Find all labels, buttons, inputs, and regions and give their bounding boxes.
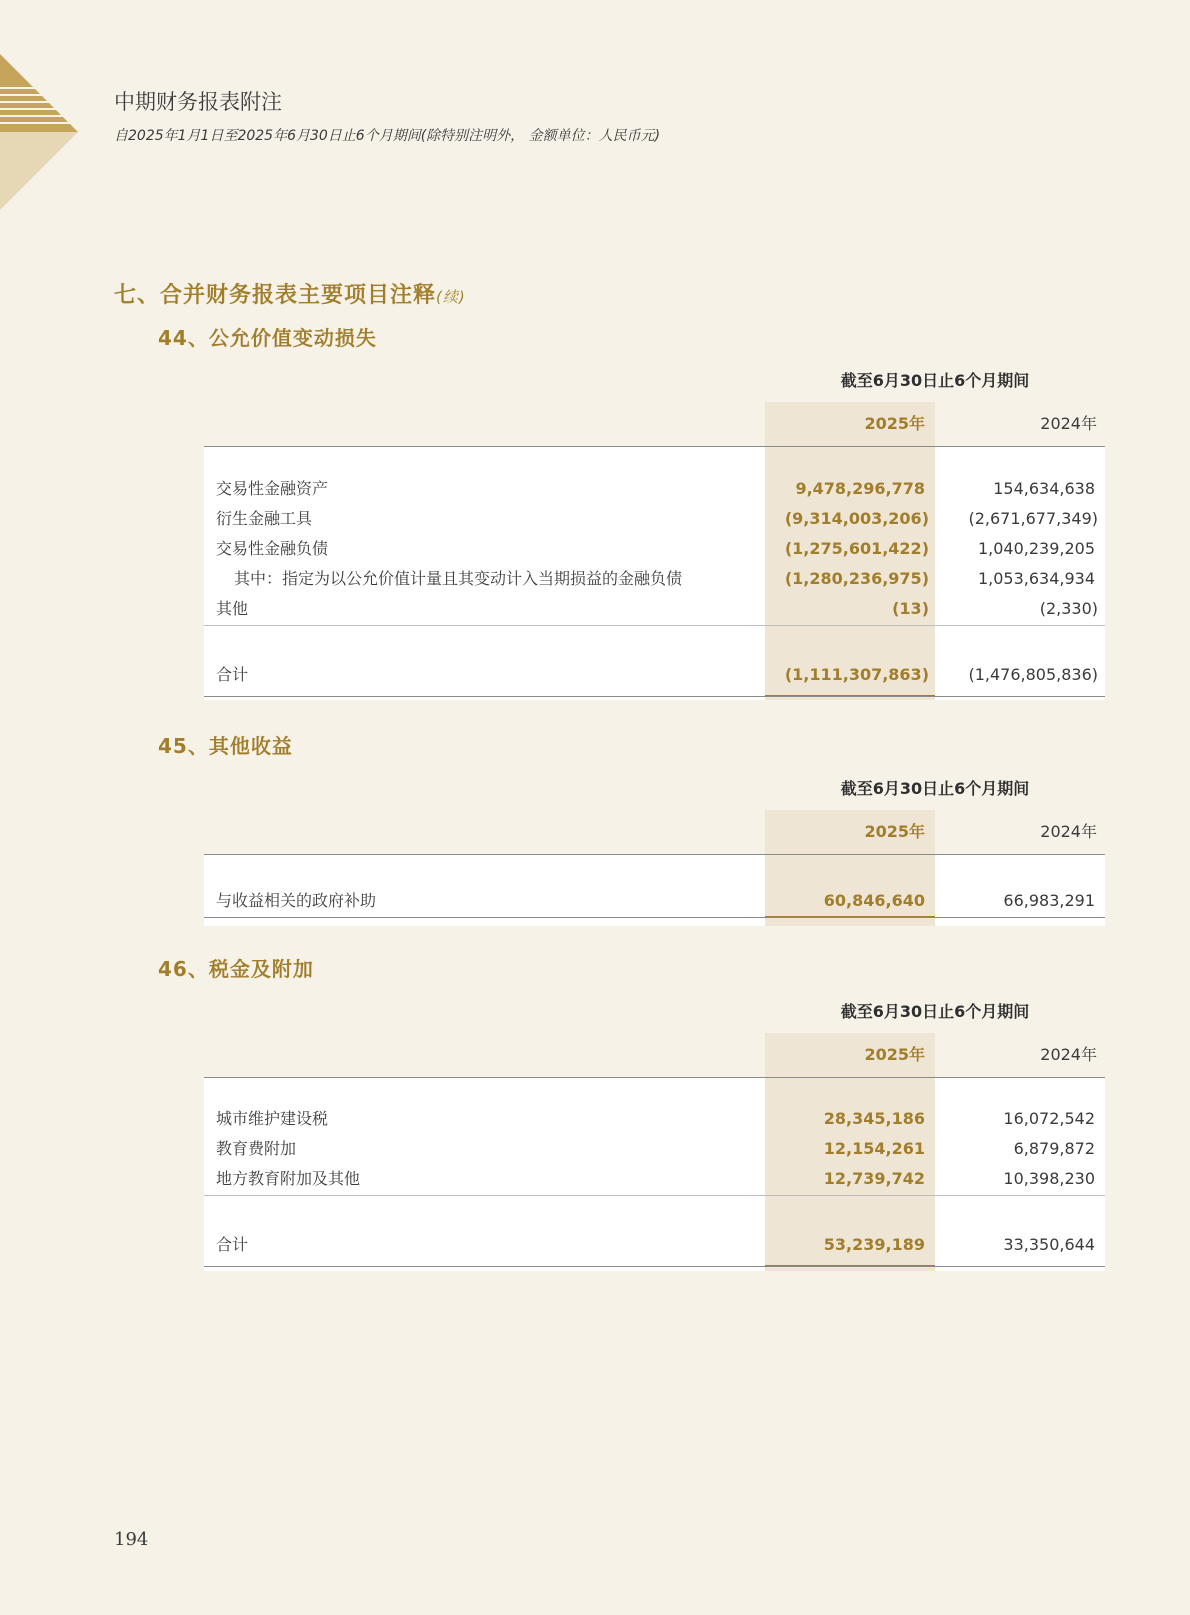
value-current: (1,280,236,975) xyxy=(784,569,929,588)
note-45-table xyxy=(204,772,1105,922)
period-header: 截至6月30日止6个月期间 xyxy=(840,779,1030,798)
table-row xyxy=(204,564,1105,594)
note-46-title: 46、税金及附加 xyxy=(158,957,314,981)
total-current: 53,239,189 xyxy=(823,1235,925,1254)
value-prior: 6,879,872 xyxy=(1013,1139,1095,1158)
section-title xyxy=(114,278,466,309)
total-row xyxy=(204,660,1105,690)
note-46-table xyxy=(204,995,1105,1275)
table-row xyxy=(204,1164,1105,1194)
row-label: 与收益相关的政府补助 xyxy=(216,891,377,910)
value-prior: 16,072,542 xyxy=(1003,1109,1095,1128)
year-prior-header: 2024年 xyxy=(1040,1045,1097,1064)
table-end-rule xyxy=(204,917,1105,918)
year-header-row xyxy=(204,1035,1105,1075)
table-row xyxy=(204,1104,1105,1134)
page-header-subtitle: 自2025年1月1日至2025年6月30日止6个月期间(除特别注明外， 金额单位：人民币元) xyxy=(114,128,661,144)
value-prior: 1,040,239,205 xyxy=(977,539,1095,558)
value-prior: (2,671,677,349) xyxy=(968,509,1098,528)
year-prior-header: 2024年 xyxy=(1040,414,1097,433)
table-row xyxy=(204,474,1105,504)
year-header-row xyxy=(204,812,1105,852)
table-row xyxy=(204,1134,1105,1164)
year-header-row xyxy=(204,404,1105,444)
table-end-rule xyxy=(204,1266,1105,1267)
value-current: 12,154,261 xyxy=(823,1139,925,1158)
table-row xyxy=(204,504,1105,534)
table-row xyxy=(204,534,1105,564)
table-row xyxy=(204,886,1105,916)
section-title-text: 七、合并财务报表主要项目注释 xyxy=(114,283,437,308)
table-end-rule-accent xyxy=(765,695,935,696)
section-continued-label: (续) xyxy=(436,288,466,306)
row-label: 其他 xyxy=(216,599,249,618)
corner-decoration xyxy=(0,0,80,212)
period-header: 截至6月30日止6个月期间 xyxy=(840,1002,1030,1021)
row-label: 其中：指定为以公允价值计量且其变动计入当期损益的金融负债 xyxy=(234,569,683,588)
value-prior: 66,983,291 xyxy=(1003,891,1095,910)
period-header: 截至6月30日止6个月期间 xyxy=(840,371,1030,390)
year-current-header: 2025年 xyxy=(864,414,925,433)
subtotal-rule xyxy=(204,625,1105,626)
value-prior: 1,053,634,934 xyxy=(977,569,1095,588)
page-header-title: 中期财务报表附注 xyxy=(114,90,282,114)
table-row xyxy=(204,594,1105,624)
value-current: (1,275,601,422) xyxy=(784,539,929,558)
value-current: (9,314,003,206) xyxy=(784,509,929,528)
value-current: 28,345,186 xyxy=(823,1109,925,1128)
value-prior: 10,398,230 xyxy=(1003,1169,1095,1188)
subtotal-rule xyxy=(204,1195,1105,1196)
year-current-header: 2025年 xyxy=(864,822,925,841)
row-label: 地方教育附加及其他 xyxy=(216,1169,361,1188)
value-prior: (2,330) xyxy=(1039,599,1098,618)
total-prior: (1,476,805,836) xyxy=(968,665,1098,684)
total-row xyxy=(204,1230,1105,1260)
year-prior-header: 2024年 xyxy=(1040,822,1097,841)
total-label: 合计 xyxy=(216,665,249,684)
page-number: 194 xyxy=(114,1529,149,1550)
value-current: (13) xyxy=(892,599,929,618)
table-end-rule xyxy=(204,696,1105,697)
table-end-rule-accent xyxy=(765,916,935,917)
row-label: 交易性金融负债 xyxy=(216,539,329,558)
total-prior: 33,350,644 xyxy=(1003,1235,1095,1254)
value-current: 9,478,296,778 xyxy=(795,479,925,498)
row-label: 衍生金融工具 xyxy=(216,509,313,528)
total-current: (1,111,307,863) xyxy=(784,665,929,684)
row-label: 教育费附加 xyxy=(216,1139,297,1158)
total-label: 合计 xyxy=(216,1235,249,1254)
row-label: 交易性金融资产 xyxy=(216,479,329,498)
note-44-table xyxy=(204,364,1105,704)
value-current: 12,739,742 xyxy=(823,1169,925,1188)
table-end-rule-accent xyxy=(765,1265,935,1266)
year-current-header: 2025年 xyxy=(864,1045,925,1064)
value-current: 60,846,640 xyxy=(823,891,925,910)
note-45-title: 45、其他收益 xyxy=(158,734,293,758)
row-label: 城市维护建设税 xyxy=(216,1109,329,1128)
note-44-title: 44、公允价值变动损失 xyxy=(158,326,377,350)
value-prior: 154,634,638 xyxy=(993,479,1095,498)
